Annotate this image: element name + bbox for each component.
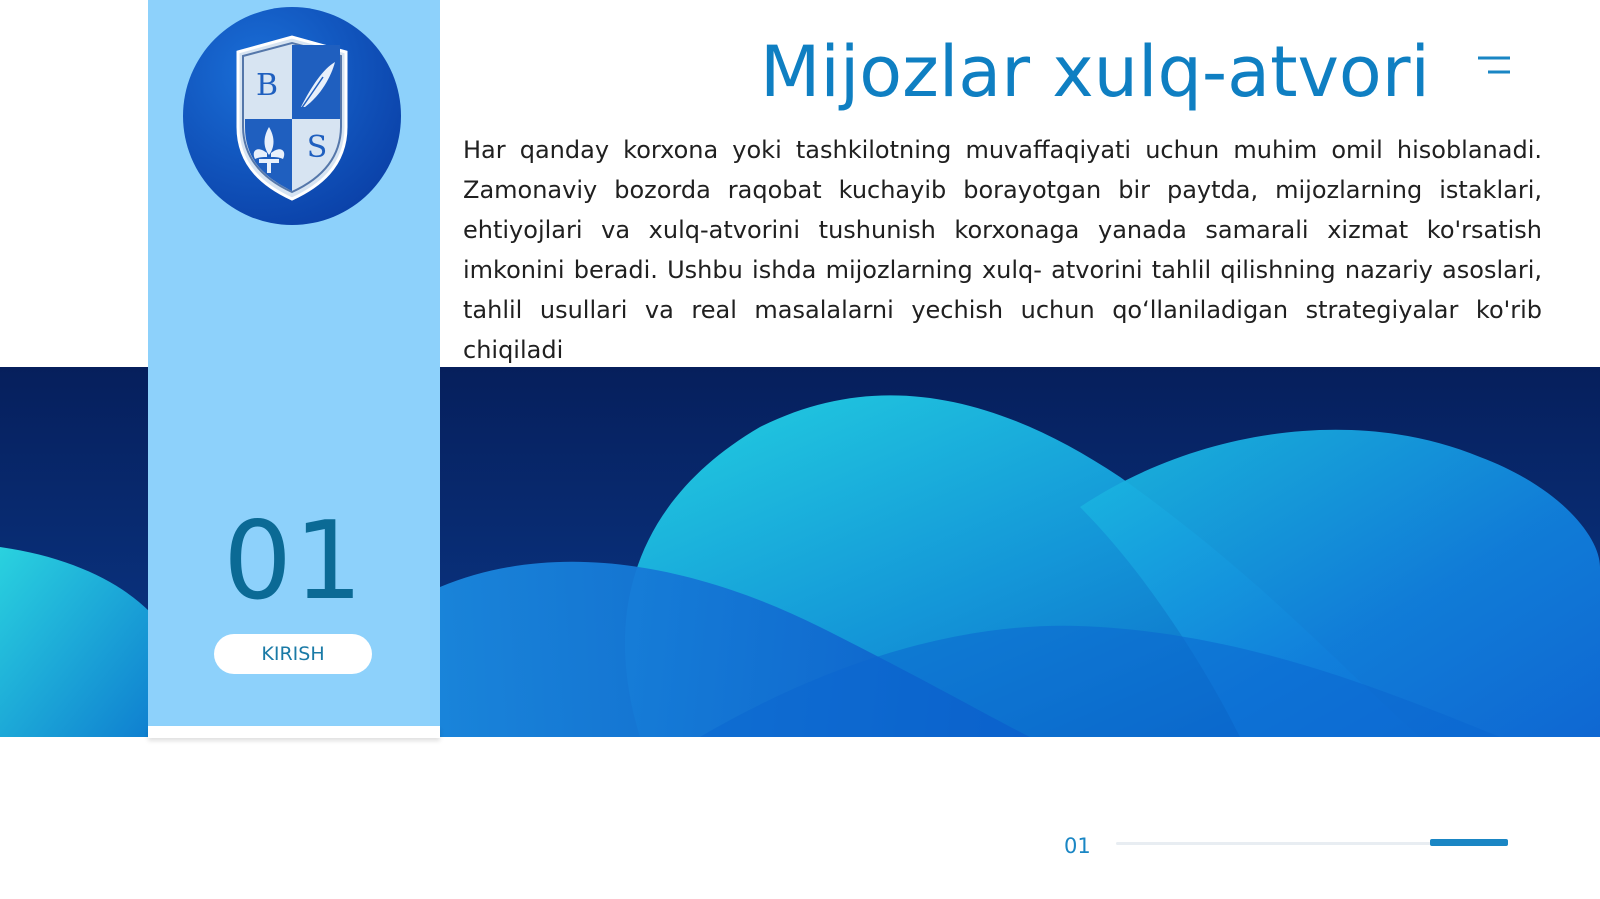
menu-icon[interactable]: [1478, 55, 1512, 77]
section-number: 01: [223, 499, 365, 624]
section-label-pill: KIRISH: [214, 634, 372, 674]
logo-letter-b: B: [255, 68, 279, 103]
slide-title: Mijozlar xulq-atvori: [760, 31, 1430, 113]
logo-shield-icon: [183, 7, 401, 225]
body-paragraph: Har qanday korxona yoki tashkilotning muvaffaqiyati uchun muhim omil hisoblanadi. Zamonaviy bozorda raqobat kuchayib borayotgan bir paytda, mijozlarning istaklari, ehtiyojlari va xulq-atvorini tushunish korxonaga yanada samarali xizmat ko'rsatish imkonini beradi. Ushbu ishda mijozlarning xulq- atvorini tahlil qilishning nazariy asoslari, tahlil usullari va real masalalarni yechish uchun qo‘llaniladigan strategiyalar ko'rib chiqiladi: [463, 136, 1542, 364]
side-panel-footer-strip: [148, 726, 440, 738]
progress-indicator: [1430, 839, 1508, 846]
logo-letter-s: S: [306, 130, 328, 165]
page-number: 01: [1064, 834, 1091, 858]
